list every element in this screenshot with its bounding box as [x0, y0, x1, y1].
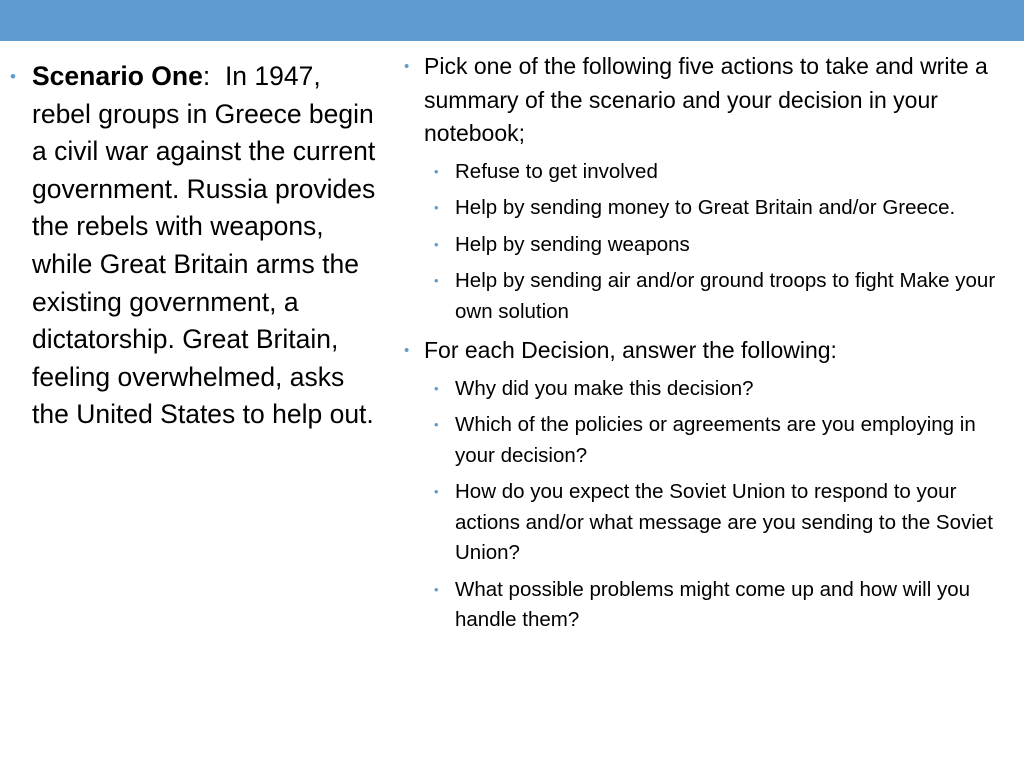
bullet-icon: •	[404, 342, 410, 359]
option-item	[434, 157, 1014, 188]
bullet-icon: •	[404, 58, 410, 75]
bullet-icon: •	[434, 200, 439, 215]
option-item	[434, 230, 1014, 261]
bullet-icon: •	[434, 273, 439, 288]
scenario-column	[10, 58, 383, 434]
bullet-icon: •	[434, 484, 439, 499]
option-text: Help by sending air and/or ground troops to fight Make your own solution	[455, 269, 996, 323]
option-item	[434, 266, 1014, 327]
question-text: What possible problems might come up and how will you handle them?	[455, 577, 971, 631]
scenario-title-colon: :	[202, 61, 211, 91]
question-item	[434, 374, 1014, 405]
scenario-text: In 1947, rebel groups in Greece begin a civil war against the current government. Russia provides the rebels with weapons, while Great Britain arms the existing government, a dictatorship. Great Britain, feeling overwhelmed, asks the United States to help out.	[32, 61, 383, 430]
bullet-icon: •	[434, 417, 439, 432]
question-item	[434, 575, 1014, 636]
question-item	[434, 410, 1014, 471]
instruction-item-pick-action	[404, 50, 1014, 151]
instruction-text: Pick one of the following five actions to take and write a summary of the scenario and your decision in your notebook;	[424, 53, 988, 146]
scenario-title: Scenario One	[32, 61, 203, 91]
question-text: Which of the policies or agreements are you employing in your decision?	[455, 413, 976, 467]
question-item	[434, 477, 1014, 569]
option-text: Help by sending weapons	[455, 232, 690, 256]
option-text: Help by sending money to Great Britain and/or Greece.	[455, 196, 956, 219]
scenario-bullet-item	[10, 58, 383, 434]
instruction-item-each-decision	[404, 334, 1014, 368]
header-band	[0, 0, 1024, 41]
option-item	[434, 193, 1014, 224]
bullet-icon: •	[10, 67, 16, 86]
question-text: Why did you make this decision?	[455, 376, 754, 400]
option-text: Refuse to get involved	[455, 159, 658, 183]
bullet-icon: •	[434, 163, 439, 179]
instruction-text: For each Decision, answer the following:	[424, 337, 837, 363]
bullet-icon: •	[434, 236, 439, 252]
bullet-icon: •	[434, 581, 439, 597]
instructions-column	[404, 50, 1014, 636]
bullet-icon: •	[434, 380, 439, 396]
question-text: How do you expect the Soviet Union to respond to your actions and/or what message are you sending to the Soviet Union?	[455, 480, 993, 564]
